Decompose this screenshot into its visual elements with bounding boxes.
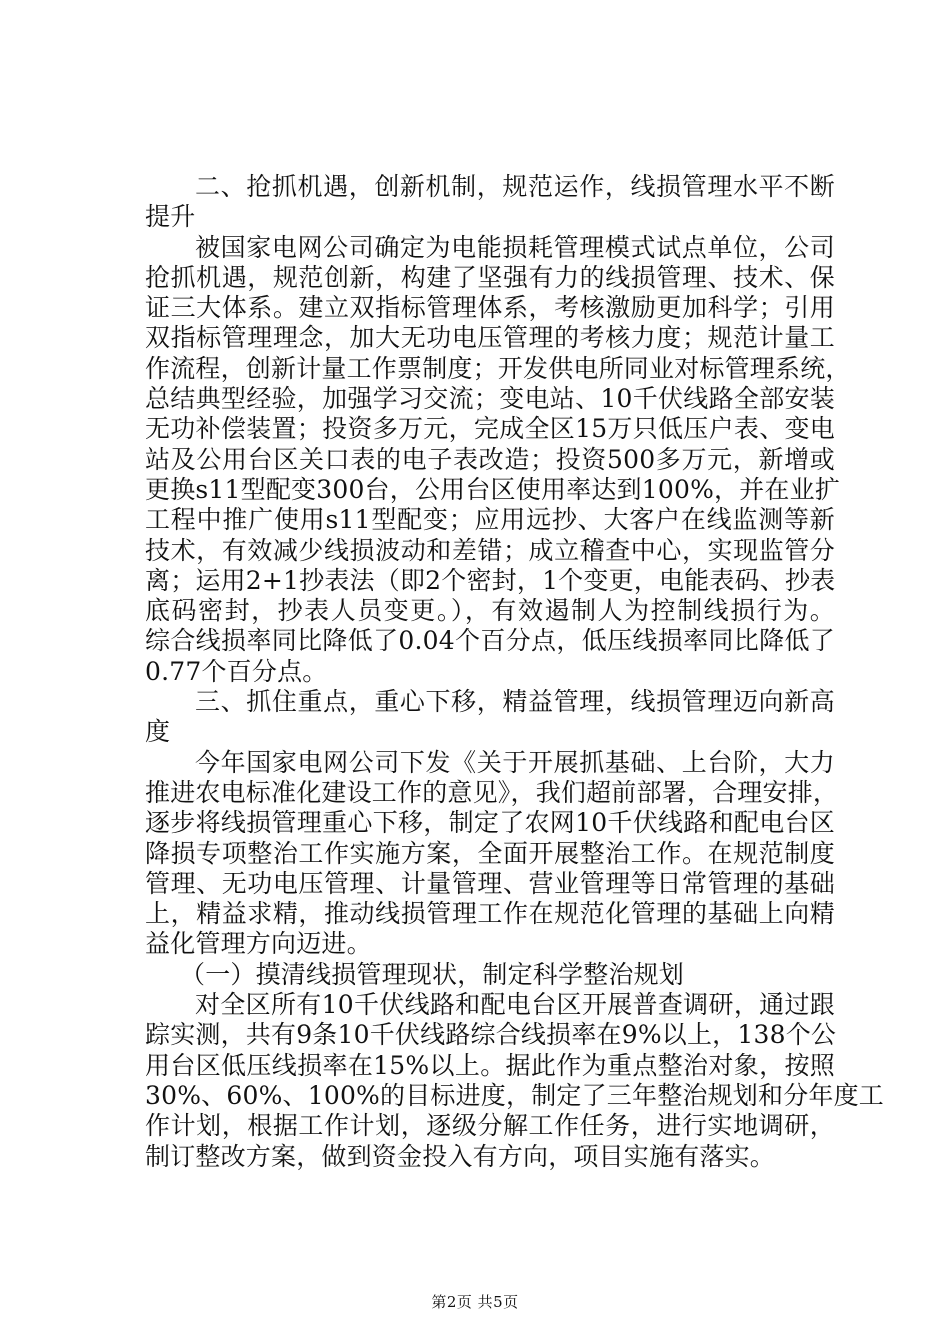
paragraph-line: 抢抓机遇，规范创新，构建了坚强有力的线损管理、技术、保 <box>145 262 835 292</box>
paragraph-line: 用台区低压线损率在15%以上。据此作为重点整治对象，按照 <box>145 1050 835 1080</box>
paragraph-line: 总结典型经验，加强学习交流；变电站、10千伏线路全部安装 <box>145 384 835 414</box>
paragraph-line: 对全区所有10千伏线路和配电台区开展普查调研，通过跟 <box>195 990 835 1020</box>
paragraph-line: 上，精益求精，推动线损管理工作在规范化管理的基础上向精 <box>145 899 835 929</box>
paragraph-line: 0.77个百分点。 <box>145 656 328 686</box>
paragraph-line: 今年国家电网公司下发《关于开展抓基础、上台阶，大力 <box>195 747 835 777</box>
paragraph-line: 益化管理方向迈进。 <box>145 929 372 959</box>
paragraph-line: 底码密封，抄表人员变更。），有效遏制人为控制线损行为。 <box>145 596 835 626</box>
page-number-footer: 第2页 共5页 <box>431 1293 519 1311</box>
paragraph-line: 制订整改方案，做到资金投入有方向，项目实施有落实。 <box>145 1141 776 1171</box>
paragraph-line: 证三大体系。建立双指标管理体系，考核激励更加科学；引用 <box>145 293 835 323</box>
paragraph-line: 作计划，根据工作计划，逐级分解工作任务，进行实地调研， <box>145 1111 835 1141</box>
section-heading-3: 三、抓住重点，重心下移，精益管理，线损管理迈向新高 <box>195 687 835 717</box>
document-body <box>145 172 885 1172</box>
subsection-heading-1: （一）摸清线损管理现状，制定科学整治规划 <box>180 959 685 989</box>
paragraph-line: 工程中推广使用s11型配变；应用远抄、大客户在线监测等新 <box>145 505 835 535</box>
paragraph-line: 踪实测，共有9条10千伏线路综合线损率在9%以上，138个公 <box>145 1020 837 1050</box>
section-heading-2: 二、抢抓机遇，创新机制，规范运作，线损管理水平不断 <box>195 172 835 201</box>
paragraph-line: 无功补偿装置；投资多万元，完成全区15万只低压户表、变电 <box>145 414 835 444</box>
section-heading-3-cont: 度 <box>145 717 171 747</box>
paragraph-line: 被国家电网公司确定为电能损耗管理模式试点单位，公司 <box>195 232 835 262</box>
paragraph-line: 双指标管理理念，加大无功电压管理的考核力度；规范计量工 <box>145 323 835 353</box>
section-heading-2-cont: 提升 <box>145 202 196 232</box>
paragraph-line: 逐步将线损管理重心下移，制定了农网10千伏线路和配电台区 <box>145 808 835 838</box>
paragraph-line: 离；运用2+1抄表法（即2个密封，1个变更，电能表码、抄表 <box>145 565 836 595</box>
paragraph-line: 推进农电标准化建设工作的意见》，我们超前部署，合理安排， <box>145 777 839 807</box>
paragraph-line: 作流程，创新计量工作票制度；开发供电所同业对标管理系统， <box>145 353 851 383</box>
paragraph-line: 更换s11型配变300台，公用台区使用率达到100%，并在业扩 <box>145 474 841 504</box>
paragraph-line: 降损专项整治工作实施方案，全面开展整治工作。在规范制度 <box>145 838 835 868</box>
paragraph-line: 站及公用台区关口表的电子表改造；投资500多万元，新增或 <box>145 444 835 474</box>
paragraph-line: 技术，有效减少线损波动和差错；成立稽查中心，实现监管分 <box>145 535 835 565</box>
paragraph-line: 管理、无功电压管理、计量管理、营业管理等日常管理的基础 <box>145 868 835 898</box>
paragraph-line: 30%、60%、100%的目标进度，制定了三年整治规划和分年度工 <box>145 1080 885 1110</box>
paragraph-line: 综合线损率同比降低了0.04个百分点，低压线损率同比降低了 <box>145 626 835 656</box>
